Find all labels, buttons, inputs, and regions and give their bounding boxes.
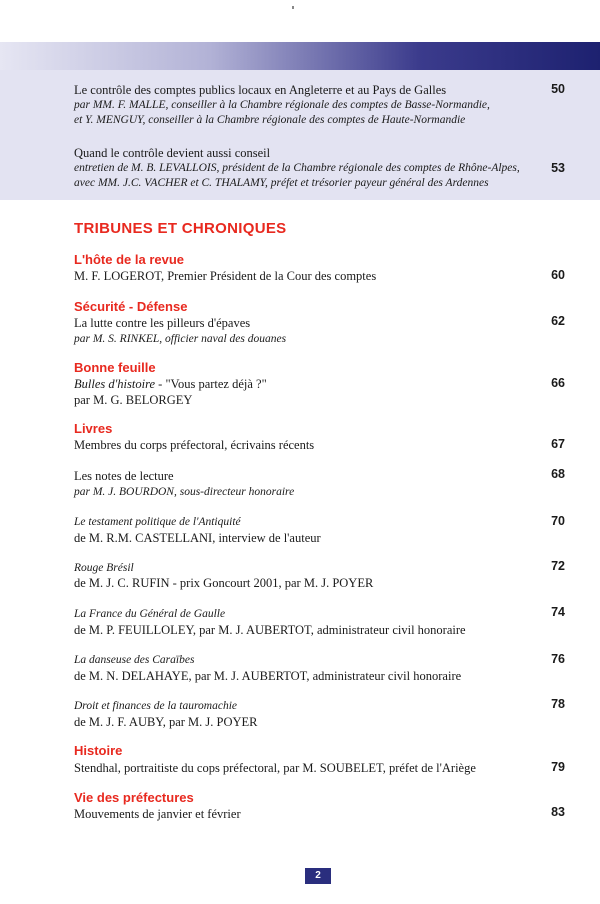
page-number: 60 bbox=[551, 268, 565, 282]
entry-title: La lutte contre les pilleurs d'épaves bbox=[74, 316, 251, 330]
toc-entry bbox=[74, 82, 544, 128]
entry-title: Mouvements de janvier et février bbox=[74, 807, 241, 821]
entry-author: et Y. MENGUY, conseiller à la Chambre régionale des comptes de Haute-Normandie bbox=[74, 114, 466, 126]
category-heading: Histoire bbox=[74, 743, 123, 758]
section-title: TRIBUNES ET CHRONIQUES bbox=[74, 220, 287, 237]
page-number: 78 bbox=[551, 697, 565, 711]
page-number: 50 bbox=[551, 82, 565, 96]
entry-title: Le contrôle des comptes publics locaux en Angleterre et au Pays de Galles bbox=[74, 83, 447, 97]
page-number: 74 bbox=[551, 605, 565, 619]
entry-title: Les notes de lecture bbox=[74, 469, 174, 483]
page-number: 66 bbox=[551, 376, 565, 390]
book-title: Bulles d'histoire bbox=[74, 377, 156, 391]
entry-title: Le testament politique de l'Antiquité bbox=[74, 516, 241, 528]
page-number: 70 bbox=[551, 514, 565, 528]
category-heading: Sécurité - Défense bbox=[74, 299, 188, 314]
speck bbox=[292, 6, 294, 9]
entry-author: de M. J. C. RUFIN - prix Goncourt 2001, par M. J. POYER bbox=[74, 576, 374, 590]
header-gradient-bar bbox=[0, 42, 600, 70]
entry-author: entretien de M. B. LEVALLOIS, président de la Chambre régionale des comptes de Rhône-Alpes, bbox=[74, 162, 520, 174]
page-number: 62 bbox=[551, 314, 565, 328]
page-number: 83 bbox=[551, 805, 565, 819]
page-number: 68 bbox=[551, 467, 565, 481]
page-number: 76 bbox=[551, 652, 565, 666]
entry-author: de M. N. DELAHAYE, par M. J. AUBERTOT, administrateur civil honoraire bbox=[74, 669, 462, 683]
toc-entry bbox=[74, 145, 544, 191]
category-heading: Vie des préfectures bbox=[74, 790, 194, 805]
page-number: 67 bbox=[551, 437, 565, 451]
page-number: 53 bbox=[551, 161, 565, 175]
entry-author: de M. R.M. CASTELLANI, interview de l'auteur bbox=[74, 531, 321, 545]
entry-title: Rouge Brésil bbox=[74, 562, 134, 574]
entry-author: par M. J. BOURDON, sous-directeur honoraire bbox=[74, 486, 295, 498]
entry-title: Droit et finances de la tauromachie bbox=[74, 700, 237, 712]
page-number: 79 bbox=[551, 760, 565, 774]
entry-author: par M. S. RINKEL, officier naval des douanes bbox=[74, 333, 287, 345]
book-subtitle: - "Vous partez déjà ?" bbox=[155, 377, 267, 391]
entry-title: Quand le contrôle devient aussi conseil bbox=[74, 146, 271, 160]
entry-author: avec MM. J.C. VACHER et C. THALAMY, préfet et trésorier payeur général des Ardennes bbox=[74, 177, 489, 189]
category-heading: L'hôte de la revue bbox=[74, 252, 185, 267]
folio-page-number: 2 bbox=[305, 868, 331, 884]
category-heading: Livres bbox=[74, 421, 113, 436]
page-number: 72 bbox=[551, 559, 565, 573]
entry-author: de M. J. F. AUBY, par M. J. POYER bbox=[74, 715, 258, 729]
entry-title: La danseuse des Caraïbes bbox=[74, 654, 195, 666]
entry-title: M. F. LOGEROT, Premier Président de la Cour des comptes bbox=[74, 269, 377, 283]
category-heading: Bonne feuille bbox=[74, 360, 156, 375]
entry-title bbox=[74, 376, 267, 392]
entry-author: par MM. F. MALLE, conseiller à la Chambre régionale des comptes de Basse-Normandie, bbox=[74, 99, 490, 111]
entry-title: La France du Général de Gaulle bbox=[74, 608, 226, 620]
entry-author: par M. G. BELORGEY bbox=[74, 393, 193, 407]
entry-author: de M. P. FEUILLOLEY, par M. J. AUBERTOT, administrateur civil honoraire bbox=[74, 623, 466, 637]
entry-title: Membres du corps préfectoral, écrivains récents bbox=[74, 438, 315, 452]
entry-title: Stendhal, portraitiste du cops préfectoral, par M. SOUBELET, préfet de l'Ariège bbox=[74, 761, 476, 775]
